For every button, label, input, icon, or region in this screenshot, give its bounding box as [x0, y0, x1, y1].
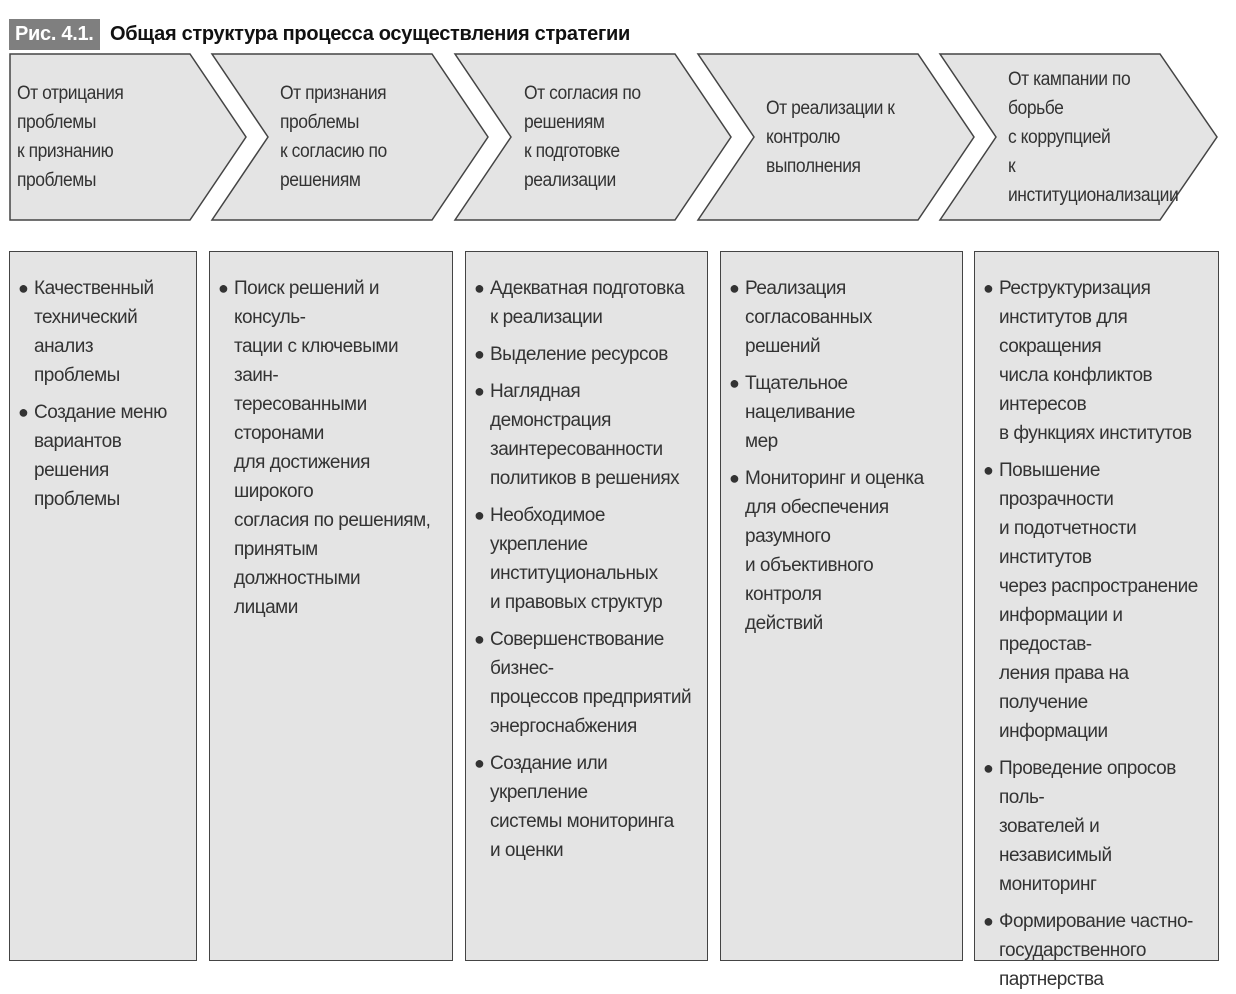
stage-3-heading: От согласия по решениям к подготовке реализации — [524, 83, 641, 191]
bullet-icon: ● — [18, 402, 29, 422]
list-item: ● Формирование частно- государственного партнерства — [975, 907, 1210, 994]
bullet-icon: ● — [729, 278, 740, 298]
bullet-icon: ● — [474, 629, 485, 649]
stage-2-column — [209, 251, 453, 961]
stage-5-list — [975, 252, 1218, 994]
stage-5-column — [974, 251, 1219, 990]
list-item: ● Качественный технический анализ проблемы — [10, 274, 188, 390]
list-item: ● Необходимое укрепление институциональных и правовых структур — [466, 501, 699, 617]
list-item: ● Реализация согласованных решений — [721, 274, 954, 361]
bullet-icon: ● — [474, 505, 485, 525]
stage-3-column — [465, 251, 708, 961]
stage-1-heading: От отрицания проблемы к признанию проблемы — [17, 83, 124, 191]
list-item: ● Адекватная подготовка к реализации — [466, 274, 699, 332]
bullet-icon: ● — [474, 278, 485, 298]
stage-2-list — [210, 252, 452, 622]
bullet-icon: ● — [729, 373, 740, 393]
list-item: ● Мониторинг и оценка для обеспечения разумного и объективного контроля действий — [721, 464, 954, 638]
bullet-icon: ● — [983, 911, 994, 931]
list-item: ● Создание или укрепление системы мониторинга и оценки — [466, 749, 699, 865]
stage-4-heading: От реализации к контролю выполнения — [766, 97, 895, 177]
bullet-icon: ● — [474, 344, 485, 364]
bullet-icon: ● — [983, 758, 994, 778]
stage-3-list — [466, 252, 707, 865]
bullet-icon: ● — [983, 278, 994, 298]
stage-1-column — [9, 251, 197, 961]
bullet-icon: ● — [983, 460, 994, 480]
list-item: ● Поиск решений и консуль- тации с ключевыми заин- тересованными сторонами для достижения широкого согласия по решениям, принятым должностными лицами — [210, 274, 444, 622]
stage-1-list — [10, 252, 196, 514]
bullet-icon: ● — [218, 278, 229, 298]
stage-2-heading: От признания проблемы к согласию по решениям — [280, 83, 387, 191]
figure-label: Рис. 4.1. — [9, 19, 100, 50]
list-item: ● Выделение ресурсов — [466, 340, 699, 369]
stage-4-list — [721, 252, 962, 638]
bullet-icon: ● — [729, 468, 740, 488]
figure-title: Общая структура процесса осуществления стратегии — [110, 23, 631, 45]
list-item: ● Совершенствование бизнес- процессов предприятий энергоснабжения — [466, 625, 699, 741]
bullet-icon: ● — [474, 753, 485, 773]
stage-4-column — [720, 251, 963, 961]
list-item: ● Реструктуризация институтов для сокращения числа конфликтов интересов в функциях институтов — [975, 274, 1210, 448]
list-item: ● Тщательное нацеливание мер — [721, 369, 954, 456]
list-item: ● Наглядная демонстрация заинтересованности политиков в решениях — [466, 377, 699, 493]
bullet-icon: ● — [18, 278, 29, 298]
list-item: ● Проведение опросов поль- зователей и независимый мониторинг — [975, 754, 1210, 899]
list-item: ● Создание меню вариантов решения проблемы — [10, 398, 188, 514]
stage-5-heading: От кампании по борьбе с коррупцией к институционализации — [1008, 68, 1179, 206]
list-item: ● Повышение прозрачности и подотчетности институтов через распространение информации и предостав- ления права на получение информации — [975, 456, 1210, 746]
bullet-icon: ● — [474, 381, 485, 401]
